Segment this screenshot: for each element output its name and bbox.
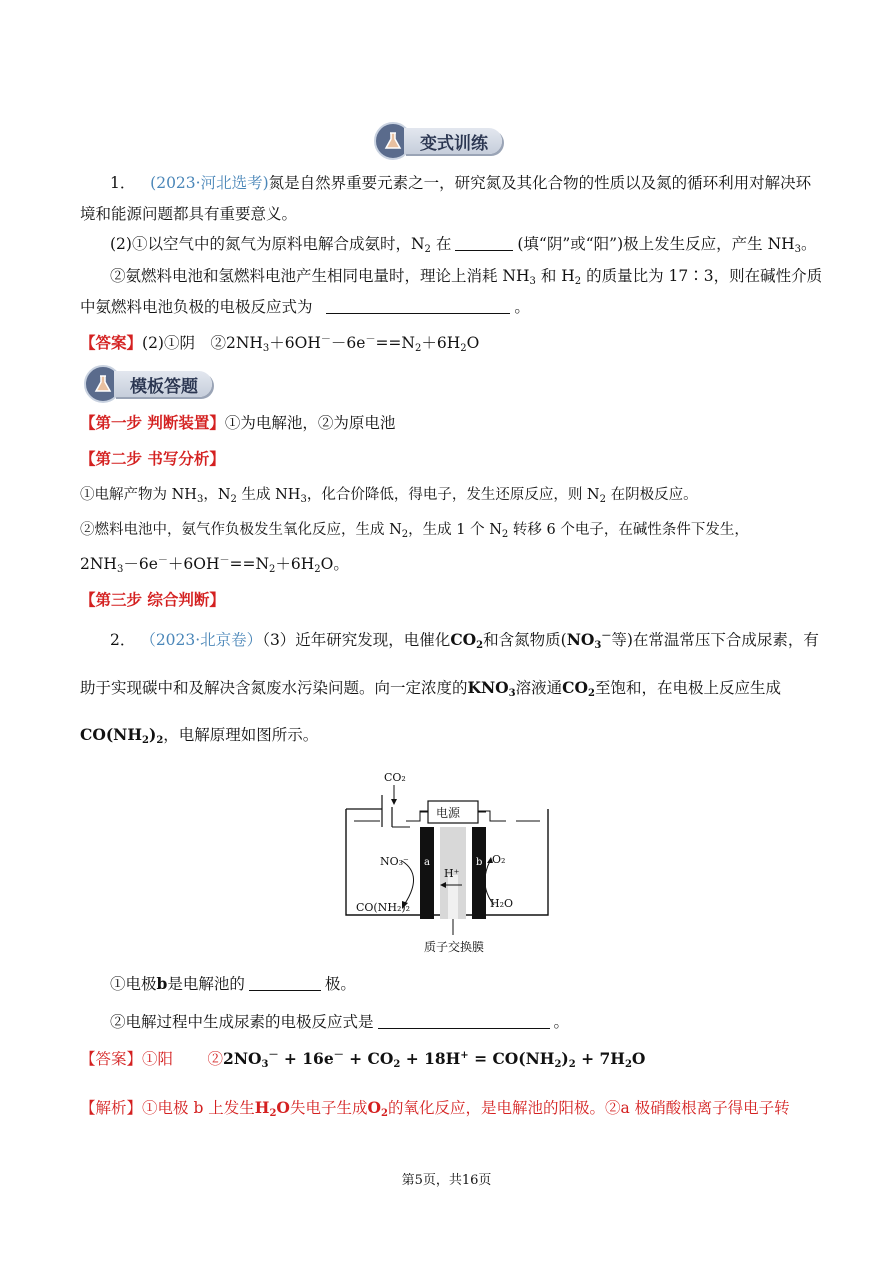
q2-line1: 2． （2023·北京卷）（3）近年研究发现，电催化$CO_2$和含氮物质($NO_3^-$等)在常温常压下合成尿素，有 [110, 630, 819, 651]
step2-equation: $2NH_3-6e^-+6OH^-==N_2+6H_2O$。 [80, 555, 349, 575]
q2-sub1: ①电极b是电解池的 极。 [110, 974, 356, 993]
diagram-label-power: 电源 [436, 806, 461, 820]
electrolysis-diagram [340, 765, 555, 965]
step2-label: 【第二步 书写分析】 [80, 449, 225, 468]
q2-sub2: ②电解过程中生成尿素的电极反应式是 。 [110, 1013, 570, 1031]
step3-label: 【第三步 综合判断】 [80, 590, 225, 609]
q1-part2: ②氨燃料电池和氢燃料电池产生相同电量时，理论上消耗 $NH_3$ 和 $H_2$ 的质量比为 17∶3，则在碱性介质 [110, 267, 823, 287]
q1-blank2[interactable] [326, 297, 510, 314]
q1-stem-line2: 境和能源问题都具有重要意义。 [80, 205, 298, 223]
step1: 【第一步 判断装置】①为电解池，②为原电池 [80, 413, 396, 432]
q2-source: （2023·北京卷） [140, 631, 263, 649]
q1-stem-line1: 1． (2023·河北选考)氮是自然界重要元素之一，研究氮及其化合物的性质以及氮的循环利用对解决环 [110, 174, 812, 192]
diagram-label-a: a [424, 857, 430, 868]
q1-blank1[interactable] [455, 234, 513, 251]
diagram-label-no3: NO₃⁻ [380, 855, 409, 868]
section-banner-variant-training [374, 121, 502, 161]
step2-analysis2: ②燃料电池中，氨气作负极发生氧化反应，生成 $N_2$，生成 1 个 $N_2$ 转移 6 个电子，在碱性条件下发生， [80, 522, 749, 540]
electrode-b [472, 827, 486, 919]
diagram-label-hplus: H⁺ [444, 867, 460, 880]
q1-source: (2023·河北选考) [150, 174, 269, 192]
diagram-label-h2o: H₂O [490, 897, 514, 910]
q2-blank1[interactable] [249, 974, 321, 991]
page-footer: 第5页，共16页 [401, 1173, 492, 1188]
q2-line2: 助于实现碳中和及解决含氮废水污染问题。向一定浓度的$KNO_3$溶液通$CO_2$至饱和，在电极上反应生成 [80, 678, 781, 699]
diagram-label-o2: O₂ [492, 853, 506, 866]
diagram-label-b: b [476, 857, 483, 868]
banner-title: 变式训练 [404, 128, 502, 154]
diagram-label-membrane: 质子交换膜 [424, 940, 485, 954]
banner-title: 模板答题 [114, 371, 212, 397]
q2-line3: $CO(NH_2)_2$，电解原理如图所示。 [80, 725, 319, 746]
step2-analysis1: ①电解产物为 $NH_3$，$N_2$ 生成 $NH_3$，化合价降低，得电子，发生还原反应，则 $N_2$ 在阴极反应。 [80, 487, 698, 505]
section-banner-template-answer [84, 364, 212, 404]
electrode-a [420, 827, 434, 919]
q2-blank2[interactable] [378, 1012, 550, 1029]
q1-part3: 中氨燃料电池负极的电极反应式为 。 [80, 298, 530, 316]
q2-explanation: 【解析】①电极 b 上发生$H_2O$失电子生成$O_2$的氧化反应，是电解池的阳极。②a 极硝酸根离子得电子转 [80, 1098, 790, 1119]
diagram-label-co2: CO₂ [384, 771, 406, 784]
q2-answer: 【答案】①阳 $②2NO_3^- + 16e^- + CO_2 + 18H^+ = CO(NH_2)_2 + 7H_2O$ [80, 1049, 646, 1070]
q1-part1: (2)①以空气中的氮气为原料电解合成氨时，$N_2$ 在 (填“阴”或“阳”)极上发生反应，产生 $NH_3$。 [110, 235, 817, 255]
q1-answer: 【答案】(2)①阴 $②2NH_3+6OH^--6e^-==N_2+6H_2O$ [80, 333, 480, 354]
diagram-label-urea: CO(NH₂)₂ [356, 901, 411, 914]
